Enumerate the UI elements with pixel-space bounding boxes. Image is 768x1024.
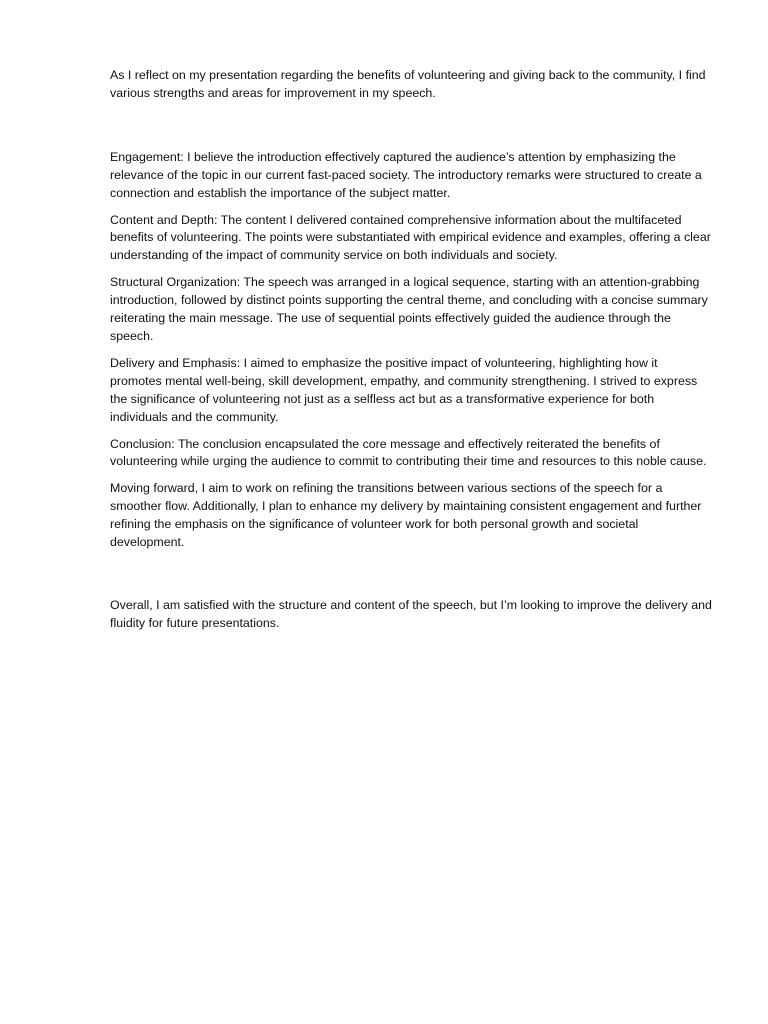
overall-paragraph: Overall, I am satisfied with the structure and content of the speech, but I’m looking to improve the delivery and fluidity for future presentations.	[110, 597, 712, 630]
delivery-emphasis-paragraph: Delivery and Emphasis: I aimed to emphasize the positive impact of volunteering, highlighting how it promotes mental well-being, skill development, empathy, and community strengthening. I strived to express the significance of volunteering not just as a selfless act but as a transformative experience for both individuals and the community.	[110, 355, 698, 424]
engagement-paragraph: Engagement: I believe the introduction effectively captured the audience’s attention by emphasizing the relevance of the topic in our current fast-paced society. The introductory remarks were structured to create a connection and establish the importance of the subject matter.	[110, 149, 702, 200]
structural-organization-paragraph: Structural Organization: The speech was arranged in a logical sequence, starting with an attention-grabbing introduction, followed by distinct points supporting the central theme, and concluding with a concise summary reiterating the main message. The use of sequential points effectively guided the audience through the speech.	[110, 275, 708, 343]
intro-paragraph: As I reflect on my presentation regarding the benefits of volunteering and giving back to the community, I find various strengths and areas for improvement in my speech.	[110, 68, 706, 100]
content-depth-paragraph: Content and Depth: The content I delivered contained comprehensive information about the multifaceted benefits of volunteering. The points were substantiated with empirical evidence and examples, offering a clear understanding of the impact of community service on both individuals and society.	[110, 212, 711, 263]
document-body	[110, 67, 712, 642]
conclusion-paragraph: Conclusion: The conclusion encapsulated the core message and effectively reiterated the benefits of volunteering while urging the audience to commit to contributing their time and resources to this noble cause.	[110, 436, 707, 469]
moving-forward-paragraph: Moving forward, I aim to work on refining the transitions between various sections of the speech for a smoother flow. Additionally, I plan to enhance my delivery by maintaining consistent engagement and further refining the emphasis on the significance of volunteer work for both personal growth and societal development.	[110, 481, 702, 550]
